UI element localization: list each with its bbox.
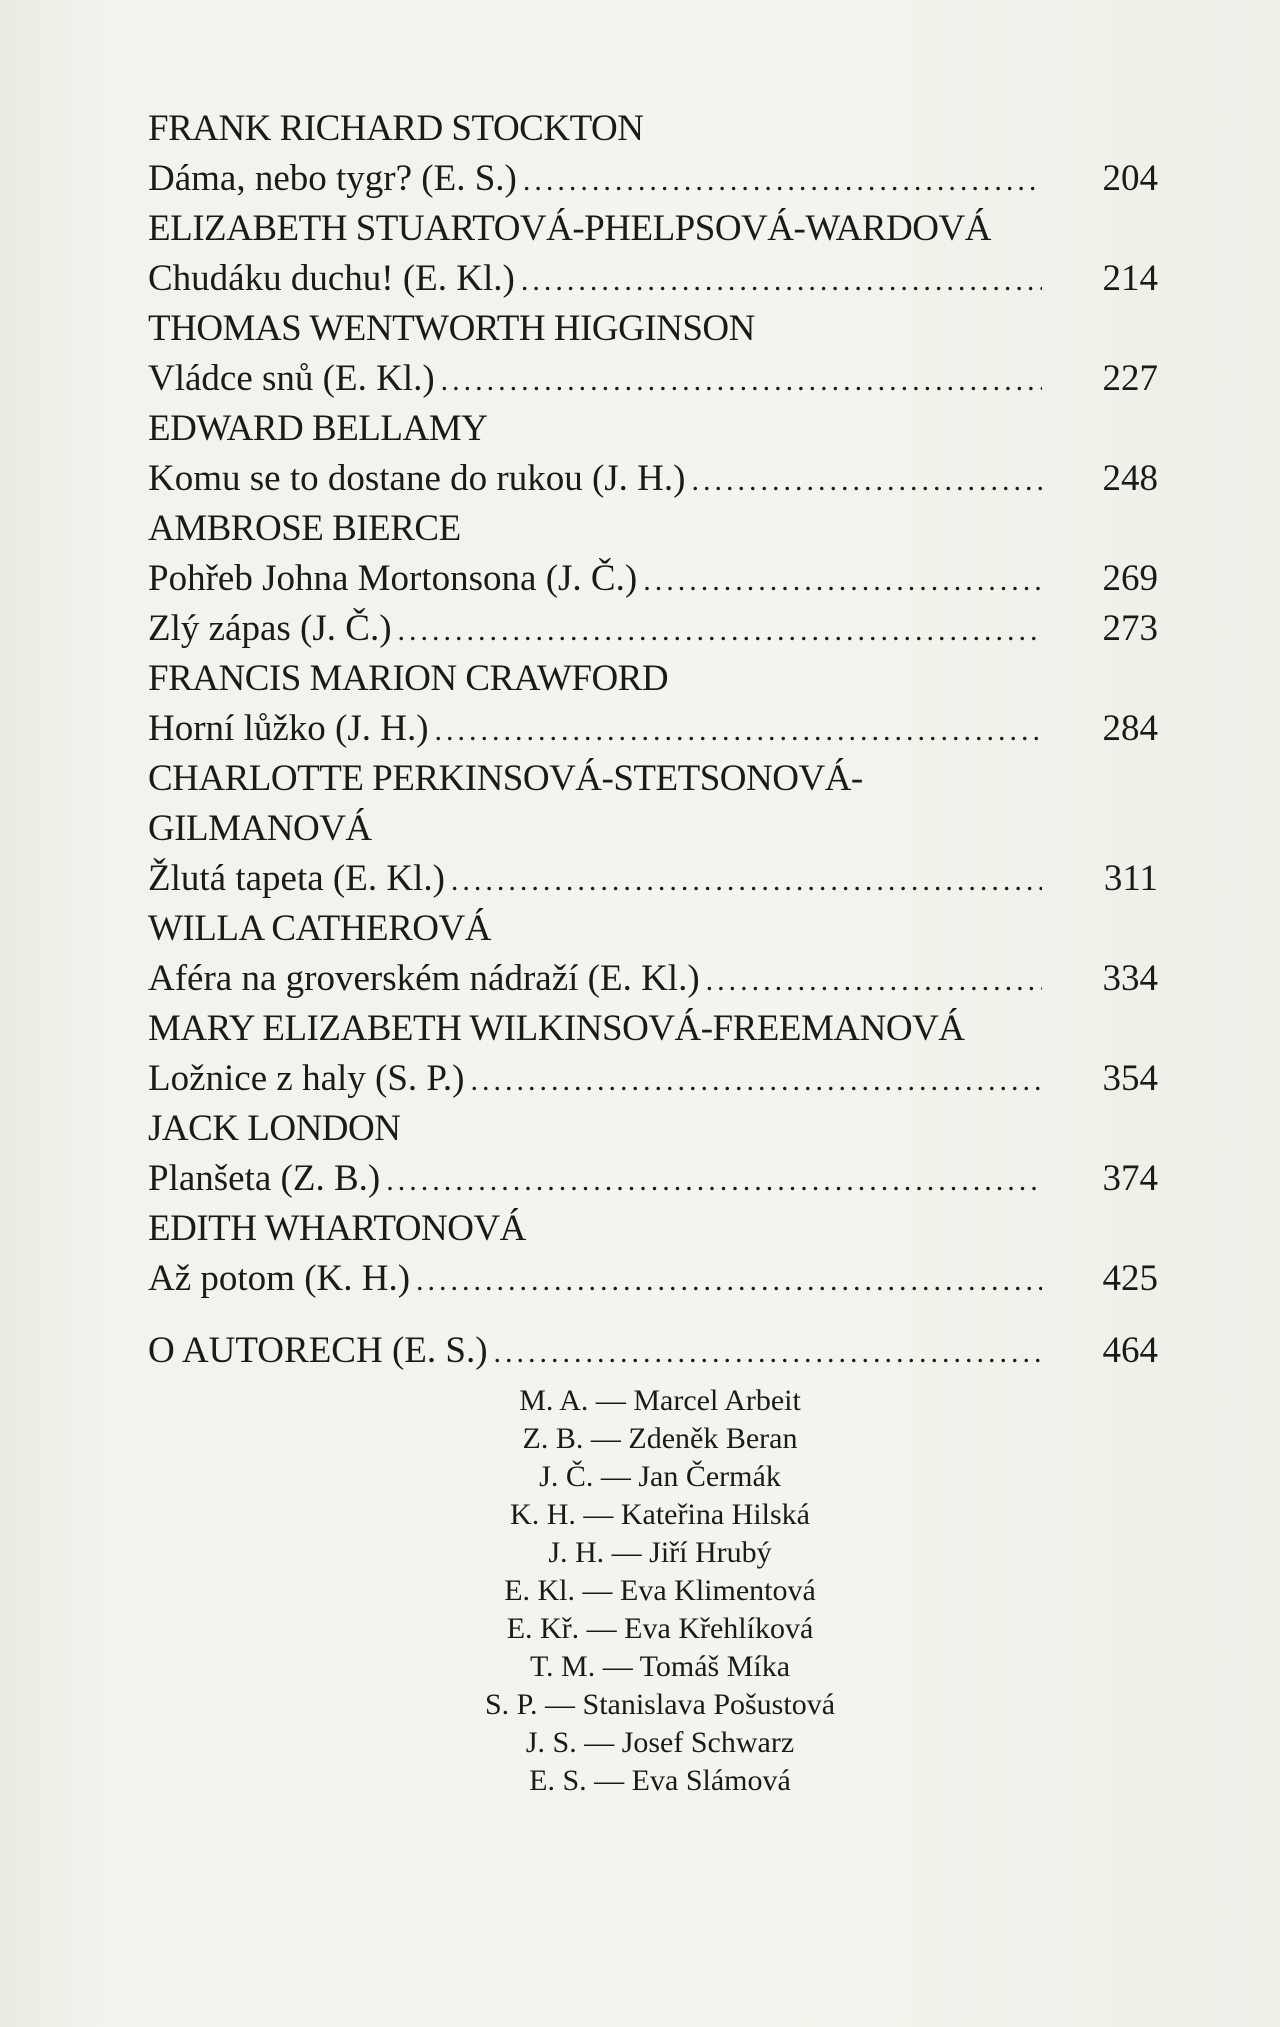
translator-line: T. M. — Tomáš Míka [529, 1650, 791, 1683]
toc-entry [148, 1154, 1158, 1204]
translator-line: Z. B. — Zdeněk Beran [522, 1422, 798, 1455]
entry-title: Aféra na groverském nádraží (E. Kl.) [148, 958, 700, 999]
dot-leader [691, 456, 1042, 506]
author-heading: WILLA CATHEROVÁ [148, 908, 491, 949]
entry-page-number: 334 [1102, 958, 1158, 999]
entry-title: Až potom (K. H.) [148, 1258, 411, 1299]
toc-entry-about-authors [148, 1326, 1158, 1376]
translator-line: M. A. — Marcel Arbeit [519, 1384, 801, 1417]
translator-line: J. H. — Jiří Hrubý [548, 1536, 772, 1569]
entry-page-number: 227 [1102, 358, 1158, 399]
dot-leader [706, 956, 1042, 1006]
entry-title: Planšeta (Z. B.) [148, 1158, 381, 1199]
dot-leader [441, 356, 1042, 406]
entry-title: Horní lůžko (J. H.) [148, 708, 429, 749]
entry-title: Dáma, nebo tygr? (E. S.) [148, 158, 517, 199]
dot-leader [416, 1256, 1042, 1306]
entry-page-number: 464 [1102, 1330, 1158, 1371]
entry-page-number: 214 [1102, 258, 1158, 299]
dot-leader [521, 256, 1042, 306]
toc-entry [148, 254, 1158, 304]
translator-line: E. Kř. — Eva Křehlíková [506, 1612, 814, 1645]
entry-title: Zlý zápas (J. Č.) [148, 608, 392, 649]
author-heading: EDWARD BELLAMY [148, 408, 488, 449]
entry-page-number: 284 [1102, 708, 1158, 749]
dot-leader [470, 1056, 1042, 1106]
toc-entry [148, 554, 1158, 604]
dot-leader [435, 706, 1042, 756]
entry-page-number: 311 [1103, 858, 1158, 899]
author-heading: EDITH WHARTONOVÁ [148, 1208, 526, 1249]
entry-title: Ložnice z haly (S. P.) [148, 1058, 465, 1099]
author-heading: FRANCIS MARION CRAWFORD [148, 658, 669, 699]
dot-leader [398, 606, 1042, 656]
entry-title: O AUTORECH (E. S.) [148, 1330, 488, 1371]
toc-entry [148, 1254, 1158, 1304]
author-heading: JACK LONDON [148, 1108, 401, 1149]
dot-leader [643, 556, 1042, 606]
entry-page-number: 374 [1102, 1158, 1158, 1199]
toc-entry [148, 1054, 1158, 1104]
dot-leader [494, 1328, 1042, 1378]
entry-title: Vládce snů (E. Kl.) [148, 358, 435, 399]
entry-title: Pohřeb Johna Mortonsona (J. Č.) [148, 558, 638, 599]
dot-leader [523, 156, 1042, 206]
entry-page-number: 204 [1102, 158, 1158, 199]
table-of-contents [148, 104, 1158, 1376]
translator-line: K. H. — Kateřina Hilská [510, 1498, 810, 1531]
translator-line: S. P. — Stanislava Pošustová [484, 1688, 836, 1721]
toc-entry [148, 954, 1158, 1004]
author-heading: CHARLOTTE PERKINSOVÁ-STETSONOVÁ-GILMANOVÁ [148, 758, 863, 849]
section-spacer [148, 1304, 1158, 1326]
translator-line: E. Kl. — Eva Klimentová [504, 1574, 816, 1607]
author-heading: THOMAS WENTWORTH HIGGINSON [148, 308, 755, 349]
entry-title: Chudáku duchu! (E. Kl.) [148, 258, 515, 299]
dot-leader [451, 856, 1042, 906]
entry-title: Žlutá tapeta (E. Kl.) [148, 858, 445, 899]
author-heading: ELIZABETH STUARTOVÁ-PHELPSOVÁ-WARDOVÁ [148, 208, 991, 249]
toc-entry [148, 704, 1158, 754]
entry-page-number: 248 [1102, 458, 1158, 499]
entry-page-number: 354 [1102, 1058, 1158, 1099]
translator-line: J. S. — Josef Schwarz [525, 1726, 795, 1759]
toc-entry [148, 454, 1158, 504]
author-heading: FRANK RICHARD STOCKTON [148, 108, 644, 149]
dot-leader [386, 1156, 1042, 1206]
entry-page-number: 273 [1102, 608, 1158, 649]
translator-line: J. Č. — Jan Čermák [539, 1460, 781, 1493]
translator-line: E. S. — Eva Slámová [529, 1764, 791, 1797]
entry-page-number: 425 [1102, 1258, 1158, 1299]
entry-title: Komu se to dostane do rukou (J. H.) [148, 458, 686, 499]
toc-entry [148, 604, 1158, 654]
toc-entry [148, 354, 1158, 404]
translator-legend [360, 1382, 960, 1800]
author-heading: AMBROSE BIERCE [148, 508, 461, 549]
toc-entry [148, 154, 1158, 204]
author-heading: MARY ELIZABETH WILKINSOVÁ-FREEMANOVÁ [148, 1008, 965, 1049]
toc-entry [148, 854, 1158, 904]
entry-page-number: 269 [1102, 558, 1158, 599]
